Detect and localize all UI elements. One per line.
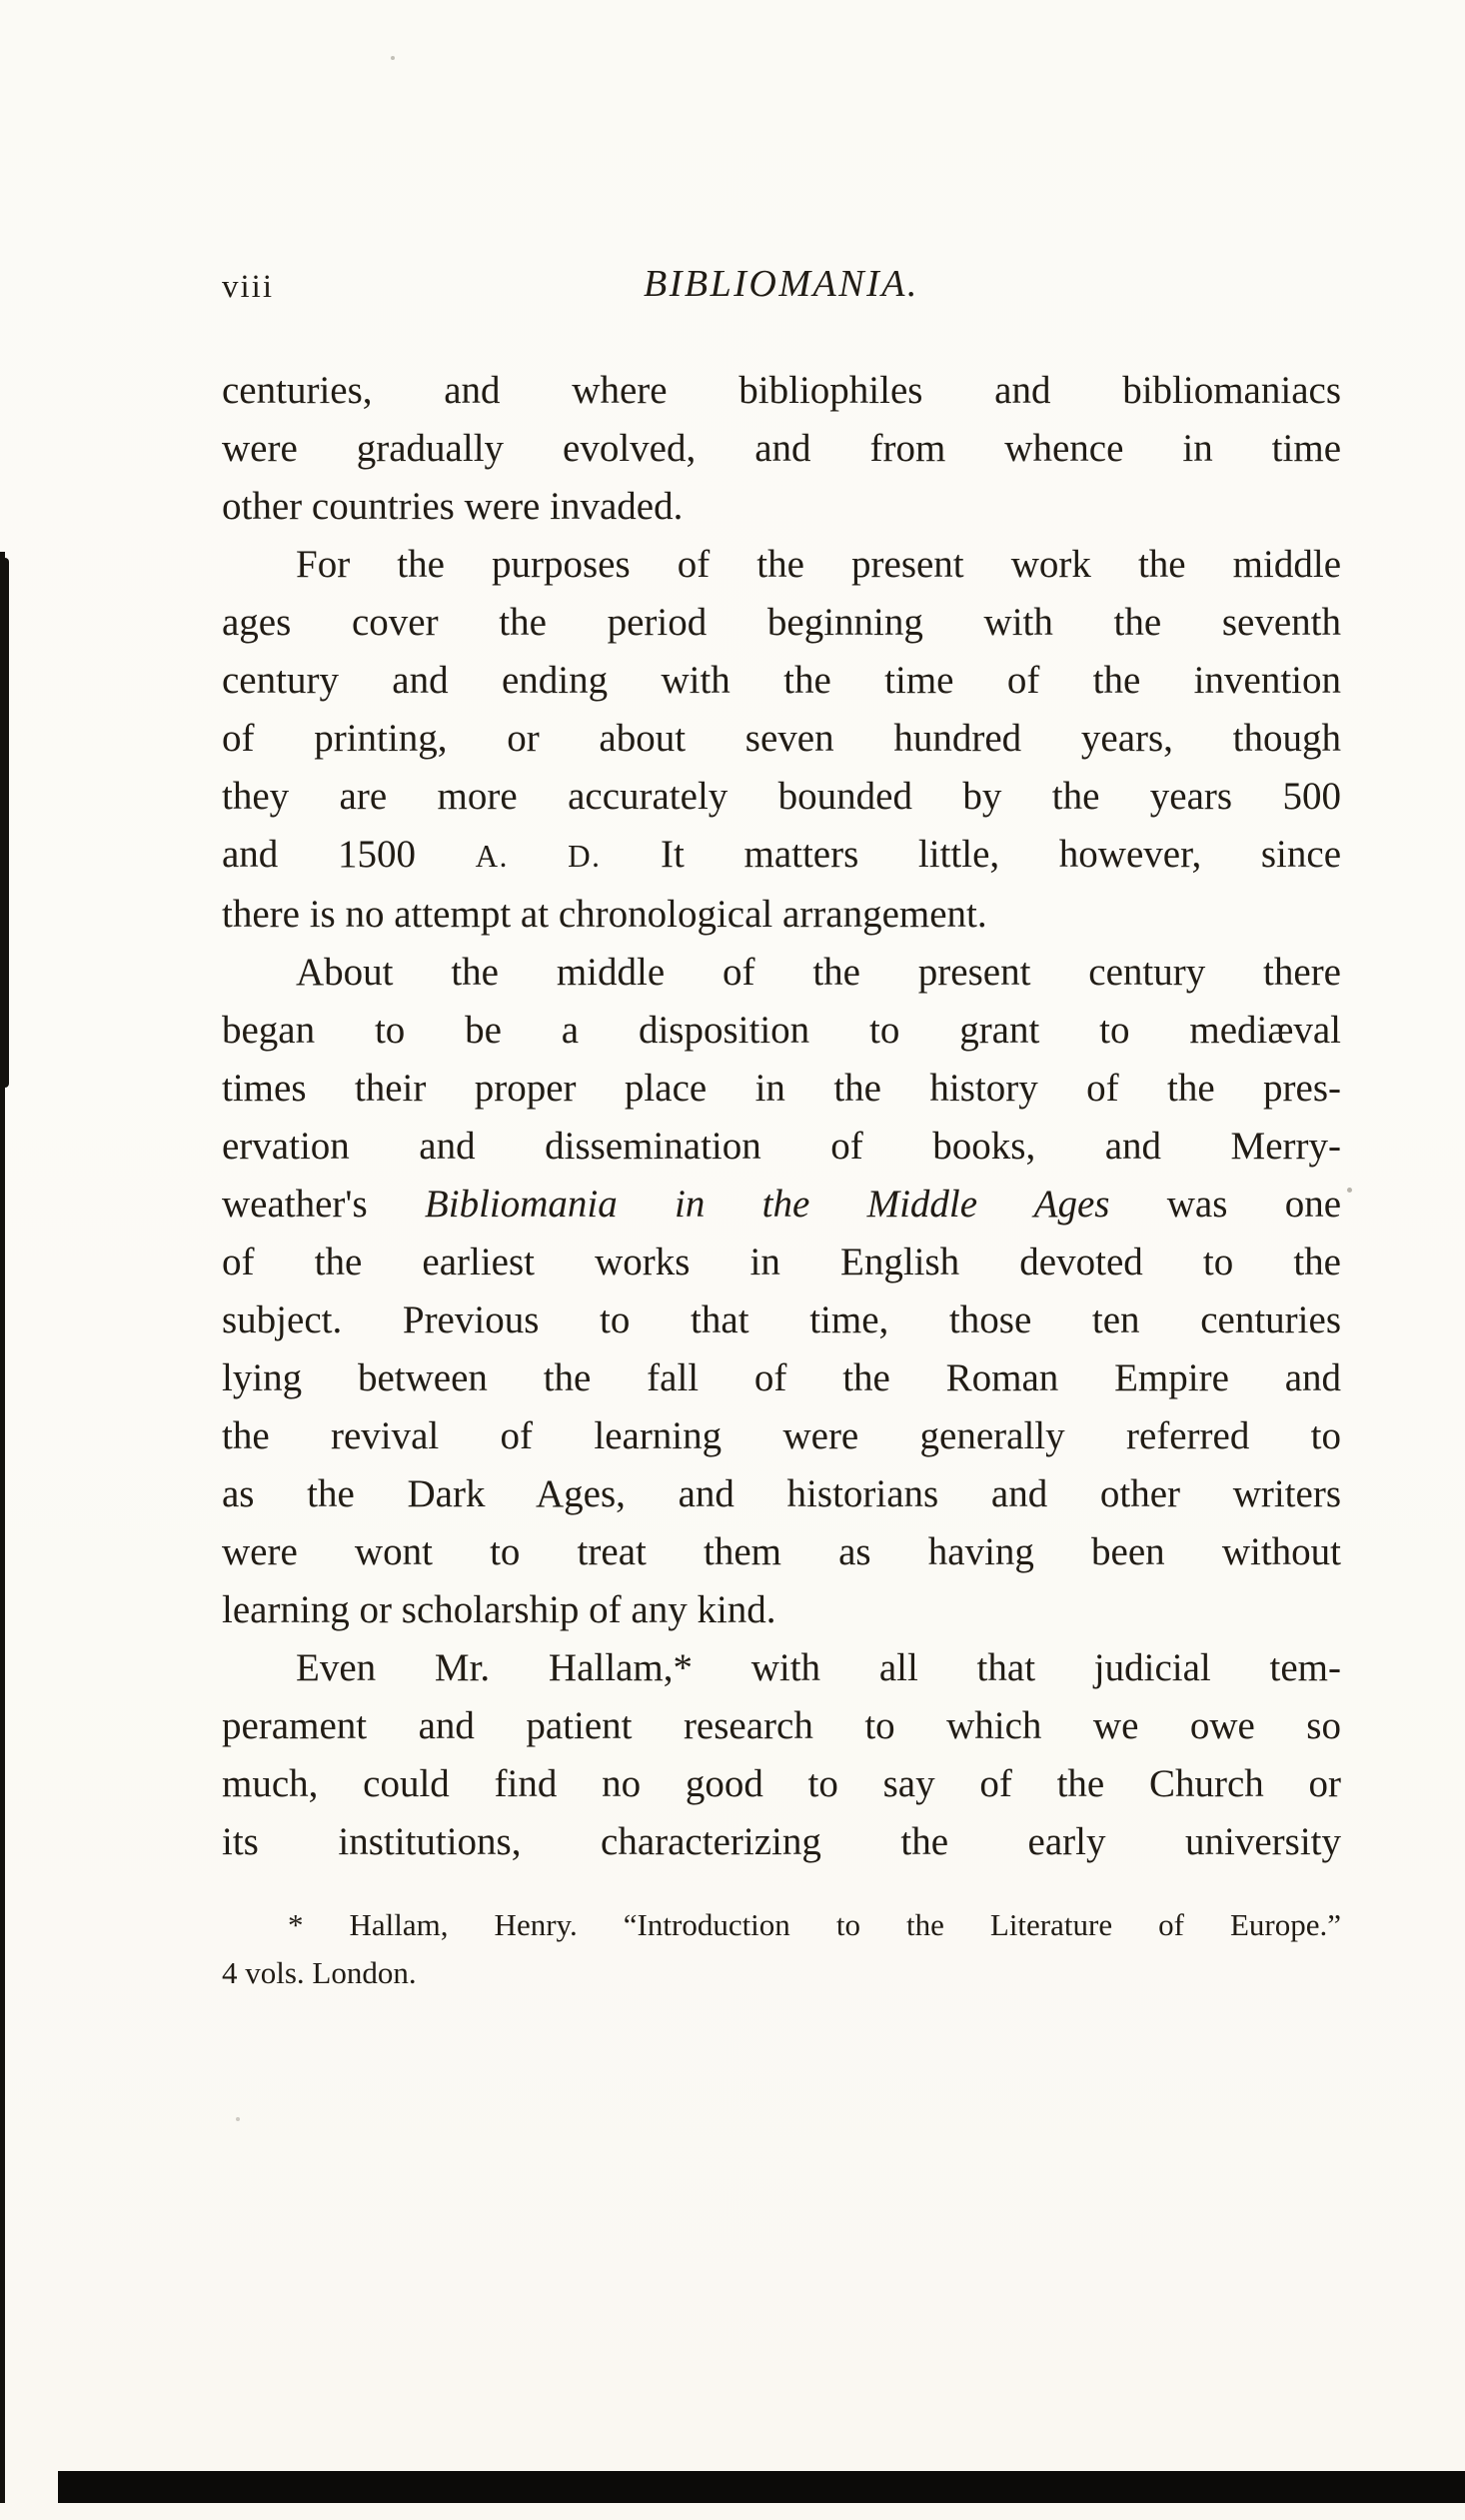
text-segment: ages cover the period beginning with the seventh — [222, 601, 1341, 644]
text-segment: other countries were invaded. — [222, 485, 684, 528]
body-text — [222, 362, 1341, 1871]
scan-speck — [236, 2117, 240, 2121]
text-segment: much, could find no good to say of the Church or — [222, 1762, 1341, 1805]
text-line — [222, 1176, 1341, 1234]
scan-artifact-bottom-bar — [58, 2471, 1465, 2503]
page-header — [222, 262, 1341, 314]
text-line — [222, 536, 1341, 594]
text-block — [222, 262, 1341, 1997]
text-line — [222, 1234, 1341, 1291]
text-line — [222, 1813, 1341, 1871]
text-line — [222, 1118, 1341, 1176]
page-number: viii — [222, 269, 275, 305]
text-line — [222, 1697, 1341, 1755]
footnote-line: 4 vols. London. — [222, 1955, 417, 1990]
text-segment: ervation and dissemination of books, and Merry- — [222, 1125, 1341, 1168]
text-line — [222, 944, 1341, 1002]
text-segment: were gradually evolved, and from whence in time — [222, 427, 1341, 470]
text-line — [222, 478, 1341, 536]
scan-artifact-left-blob — [0, 558, 9, 1088]
paragraph — [222, 536, 1341, 944]
text-segment: times their proper place in the history of the pres- — [222, 1067, 1341, 1110]
text-line — [222, 652, 1341, 710]
text-line — [222, 1639, 1341, 1697]
text-segment: the revival of learning were generally referred to — [222, 1414, 1341, 1457]
running-title: BIBLIOMANIA. — [644, 263, 919, 305]
text-segment: centuries, and where bibliophiles and bibliomaniacs — [222, 369, 1341, 412]
text-line — [222, 1465, 1341, 1523]
text-line — [222, 886, 1341, 944]
text-line — [222, 1349, 1341, 1407]
text-line — [222, 1407, 1341, 1465]
text-segment: was one — [1109, 1183, 1342, 1226]
text-segment: they are more accurately bounded by the years 500 — [222, 775, 1341, 818]
text-line — [222, 420, 1341, 478]
text-segment: subject. Previous to that time, those ten centuries — [222, 1298, 1341, 1341]
text-line — [222, 768, 1341, 826]
paragraph — [222, 944, 1341, 1639]
text-line — [222, 1581, 1341, 1639]
text-line — [222, 826, 1341, 886]
text-segment: About the middle of the present century there — [296, 951, 1341, 994]
text-segment: of the earliest works in English devoted to the — [222, 1241, 1341, 1283]
text-segment: there is no attempt at chronological arrangement. — [222, 893, 987, 936]
text-segment: For the purposes of the present work the middle — [296, 543, 1341, 586]
text-segment: its institutions, characterizing the early university — [222, 1820, 1341, 1863]
text-line — [222, 1523, 1341, 1581]
text-line — [222, 710, 1341, 768]
text-segment: and 1500 — [222, 833, 476, 876]
text-line — [222, 1060, 1341, 1118]
footnote — [222, 1901, 1341, 1997]
text-segment: It matters little, however, since — [601, 833, 1342, 876]
footnote-line: * Hallam, Henry. “Introduction to the Literature of Europe.” — [288, 1907, 1341, 1942]
text-segment: were wont to treat them as having been without — [222, 1530, 1341, 1573]
text-segment: Even Mr. Hallam,* with all that judicial tem- — [296, 1646, 1341, 1689]
paragraph — [222, 362, 1341, 536]
text-segment-smallcaps: A. D. — [475, 839, 602, 874]
text-line — [222, 1002, 1341, 1060]
text-segment: began to be a disposition to grant to mediæval — [222, 1009, 1341, 1052]
text-line — [222, 1291, 1341, 1349]
text-segment: perament and patient research to which we owe so — [222, 1704, 1341, 1747]
text-line — [222, 362, 1341, 420]
text-line — [222, 594, 1341, 652]
text-segment: of printing, or about seven hundred years, though — [222, 717, 1341, 760]
scan-speck — [391, 56, 395, 60]
scan-speck — [1347, 1188, 1352, 1193]
paragraph — [222, 1639, 1341, 1871]
text-segment: lying between the fall of the Roman Empire and — [222, 1356, 1341, 1399]
text-segment: as the Dark Ages, and historians and other writers — [222, 1472, 1341, 1515]
text-line — [222, 1755, 1341, 1813]
text-segment: century and ending with the time of the invention — [222, 659, 1341, 702]
text-segment: learning or scholarship of any kind. — [222, 1588, 776, 1631]
text-segment-italic: Bibliomania in the Middle Ages — [424, 1183, 1110, 1226]
text-segment: weather's — [222, 1183, 425, 1226]
